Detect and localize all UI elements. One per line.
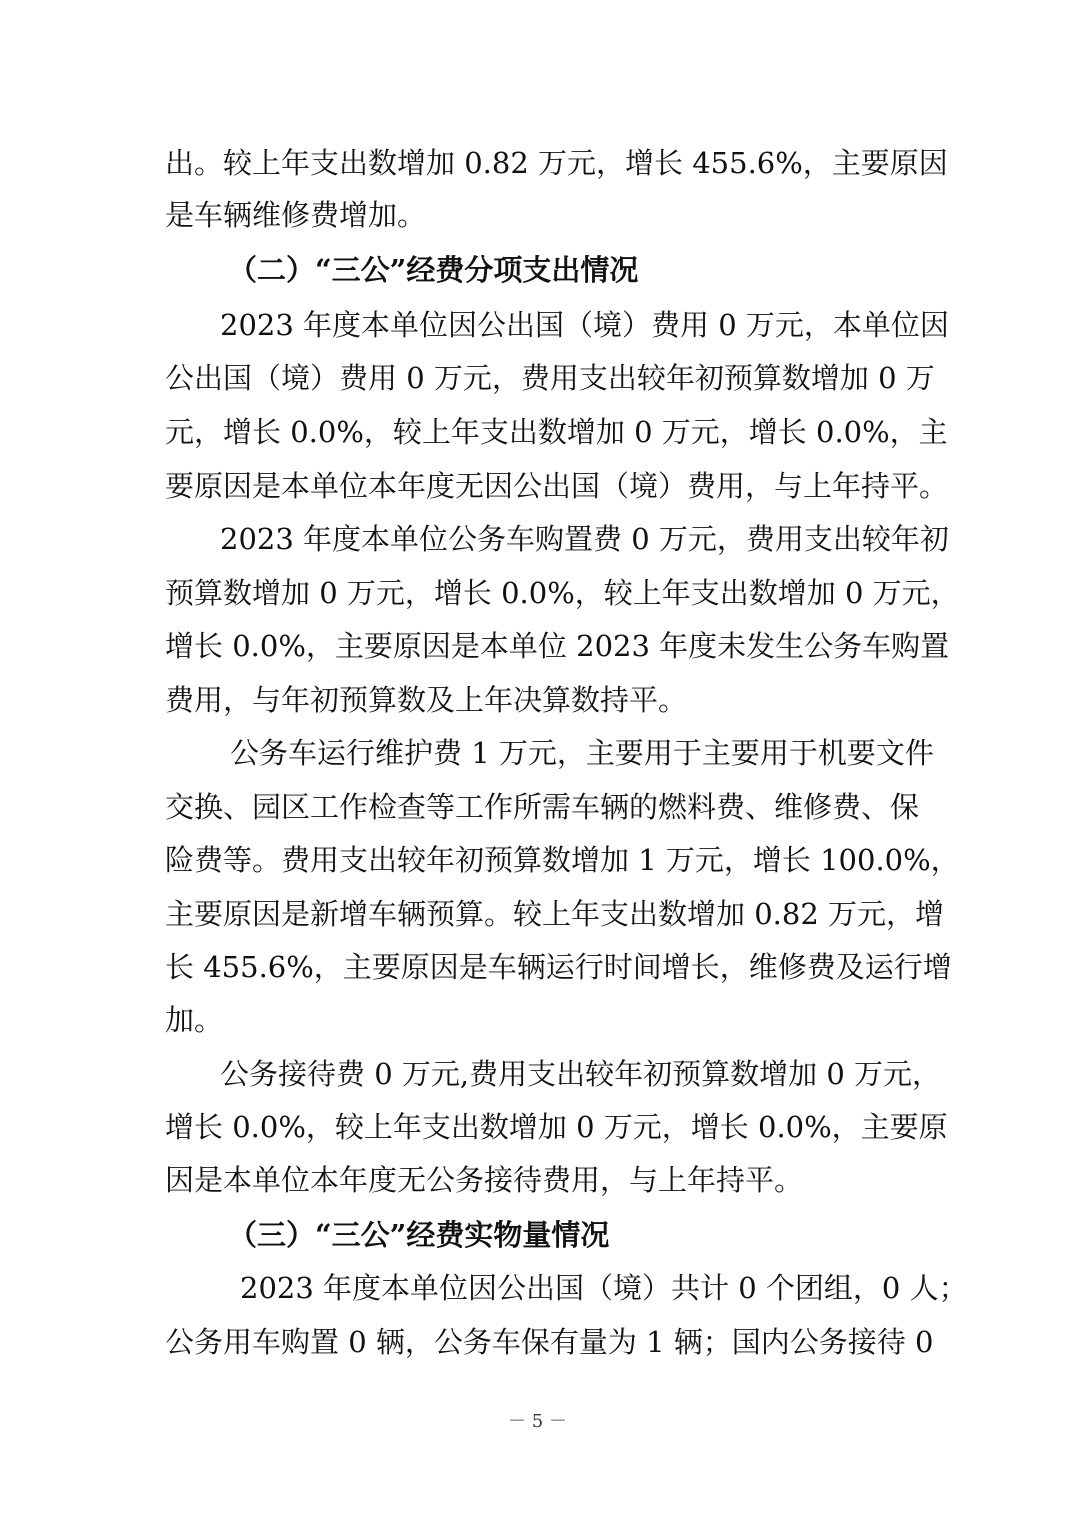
- text-line-6: 元，增长 0.0%，较上年支出数增加 0 万元，增长 0.0%，主: [165, 415, 948, 449]
- text-line-15: 主要原因是新增车辆预算。较上年支出数增加 0.82 万元，增: [165, 897, 945, 931]
- text-line-20: 因是本单位本年度无公务接待费用，与上年持平。: [165, 1163, 804, 1197]
- text-line-18: 公务接待费 0 万元,费用支出较年初预算数增加 0 万元，: [220, 1057, 941, 1091]
- text-line-17: 加。: [165, 1003, 224, 1037]
- text-line-9: 预算数增加 0 万元，增长 0.0%，较上年支出数增加 0 万元，: [165, 576, 960, 610]
- text-line-4: 2023 年度本单位因公出国（境）费用 0 万元，本单位因: [220, 308, 949, 342]
- page-number: － 5 －: [508, 1411, 567, 1432]
- text-line-19: 增长 0.0%，较上年支出数增加 0 万元，增长 0.0%，主要原: [165, 1110, 948, 1144]
- text-line-2: 是车辆维修费增加。: [165, 198, 427, 232]
- text-line-23: 公务用车购置 0 辆，公务车保有量为 1 辆；国内公务接待 0: [165, 1325, 934, 1359]
- text-line-5: 公出国（境）费用 0 万元，费用支出较年初预算数增加 0 万: [165, 361, 935, 395]
- text-line-7: 要原因是本单位本年度无因公出国（境）费用，与上年持平。: [165, 469, 949, 503]
- section-heading-3: （三）“三公”经费实物量情况: [228, 1218, 610, 1252]
- text-line-22: 2023 年度本单位因公出国（境）共计 0 个团组，0 人；: [240, 1271, 968, 1305]
- text-line-16: 长 455.6%，主要原因是车辆运行时间增长，维修费及运行增: [165, 950, 952, 984]
- text-line-14: 险费等。费用支出较年初预算数增加 1 万元，增长 100.0%，: [165, 843, 960, 877]
- text-line-12: 公务车运行维护费 1 万元，主要用于主要用于机要文件: [230, 736, 934, 770]
- text-line-8: 2023 年度本单位公务车购置费 0 万元，费用支出较年初: [220, 522, 949, 556]
- text-line-11: 费用，与年初预算数及上年决算数持平。: [165, 683, 688, 717]
- section-heading-2: （二）“三公”经费分项支出情况: [228, 253, 639, 287]
- text-line-10: 增长 0.0%，主要原因是本单位 2023 年度未发生公务车购置: [165, 629, 950, 663]
- text-line-13: 交换、园区工作检查等工作所需车辆的燃料费、维修费、保: [165, 790, 920, 824]
- text-line-1: 出。较上年支出数增加 0.82 万元，增长 455.6%，主要原因: [165, 146, 948, 180]
